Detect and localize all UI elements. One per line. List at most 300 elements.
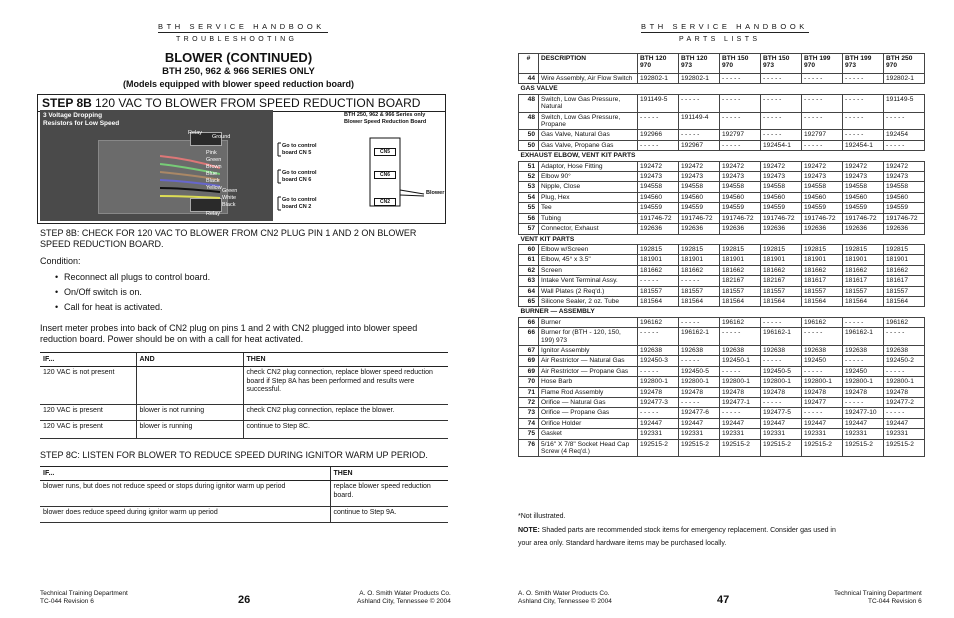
part-number-cell: 192477-2 xyxy=(884,398,925,408)
part-number-cell: 192638 xyxy=(720,345,761,355)
part-number-cell: 181557 xyxy=(638,286,679,296)
note-label: NOTE: xyxy=(518,527,540,534)
part-number-cell: 181662 xyxy=(761,265,802,275)
part-number-cell: - - - - - xyxy=(679,398,720,408)
part-number-cell: 181564 xyxy=(884,296,925,306)
go-to-cn5: Go to control board CN 5 xyxy=(282,143,317,156)
item-description: Nipple, Close xyxy=(539,182,638,192)
item-description: Tubing xyxy=(539,213,638,223)
part-number-cell: 194560 xyxy=(843,192,884,202)
part-number-cell: 181901 xyxy=(843,255,884,265)
part-number-cell: - - - - - xyxy=(884,112,925,130)
column-header: DESCRIPTION xyxy=(539,54,638,74)
part-number-cell: 192447 xyxy=(761,418,802,428)
table-row: 120 VAC is present blower is running continue to Step 8C. xyxy=(40,421,448,439)
part-number-cell: 192454-1 xyxy=(761,140,802,150)
part-number-cell: 192515-2 xyxy=(884,439,925,457)
item-description: Gasket xyxy=(539,429,638,439)
part-number-cell: 194559 xyxy=(843,203,884,213)
part-number-cell: 181662 xyxy=(679,265,720,275)
step-8c-instruction: STEP 8C: LISTEN FOR BLOWER TO REDUCE SPEED DURING IGNITOR WARM UP PERIOD. xyxy=(40,450,428,460)
part-number-cell: 192636 xyxy=(720,224,761,234)
part-number-cell: 191746-72 xyxy=(761,213,802,223)
part-number-cell: 192472 xyxy=(638,161,679,171)
part-number-cell: 192478 xyxy=(761,387,802,397)
part-number-cell: 181901 xyxy=(679,255,720,265)
part-number-cell: 192800-1 xyxy=(720,377,761,387)
cn5-connector: CN5 xyxy=(374,148,396,156)
item-number: 66 xyxy=(519,328,539,346)
part-number-cell: 192815 xyxy=(679,244,720,254)
table-row xyxy=(519,328,925,346)
header-rule xyxy=(641,32,809,33)
part-number-cell: 181564 xyxy=(720,296,761,306)
photo-caption: 3 Voltage Dropping Resistors for Low Speed xyxy=(43,112,120,127)
item-number: 74 xyxy=(519,418,539,428)
part-number-cell: 192636 xyxy=(843,224,884,234)
part-number-cell: 192638 xyxy=(761,345,802,355)
part-number-cell: 192477-10 xyxy=(843,408,884,418)
part-number-cell: 191746-72 xyxy=(884,213,925,223)
part-number-cell: 192473 xyxy=(884,172,925,182)
item-description: Orifice — Natural Gas xyxy=(539,398,638,408)
item-description: Silicone Sealer, 2 oz. Tube xyxy=(539,296,638,306)
footer-left: Technical Training Department TC-044 Revision 6 xyxy=(40,590,128,605)
item-number: 66 xyxy=(519,317,539,327)
item-number: 70 xyxy=(519,377,539,387)
item-description: Elbow 90° xyxy=(539,172,638,182)
part-number-cell: 192477-6 xyxy=(679,408,720,418)
table-row xyxy=(519,94,925,112)
table-row xyxy=(519,244,925,254)
part-number-cell: - - - - - xyxy=(638,408,679,418)
item-number: 48 xyxy=(519,112,539,130)
photo-label: Green xyxy=(222,188,238,194)
part-number-cell: 181662 xyxy=(802,265,843,275)
table-row xyxy=(519,112,925,130)
table-row xyxy=(519,356,925,366)
part-number-cell: - - - - - xyxy=(884,328,925,346)
part-number-cell: - - - - - xyxy=(884,408,925,418)
part-number-cell: - - - - - xyxy=(761,398,802,408)
part-number-cell: 192447 xyxy=(802,418,843,428)
part-number-cell: 192478 xyxy=(638,387,679,397)
part-number-cell: - - - - - xyxy=(761,130,802,140)
step-8b-instruction: STEP 8B: CHECK FOR 120 VAC TO BLOWER FROM CN2 PLUG PIN 1 AND 2 ON BLOWER SPEED REDUCTION BOARD. xyxy=(40,228,417,249)
table-row: blower does reduce speed during ignitor warm up period continue to Step 9A. xyxy=(40,507,448,523)
part-number-cell: 196162-1 xyxy=(761,328,802,346)
part-number-cell: - - - - - xyxy=(638,328,679,346)
table-row xyxy=(519,345,925,355)
page-title: BLOWER (CONTINUED) xyxy=(164,50,313,65)
part-number-cell: - - - - - xyxy=(802,408,843,418)
part-number-cell: 192331 xyxy=(802,429,843,439)
step-8c-table xyxy=(40,466,448,523)
photo-label: Relay xyxy=(188,130,203,136)
part-number-cell: 192454-1 xyxy=(843,140,884,150)
board-photo xyxy=(40,110,273,221)
part-number-cell: 181901 xyxy=(802,255,843,265)
part-number-cell: 192636 xyxy=(761,224,802,234)
diagram-note: BTH 250, 962 & 966 Series only Blower Speed Reduction Board xyxy=(344,112,427,125)
part-number-cell: 192478 xyxy=(720,387,761,397)
part-number-cell: - - - - - xyxy=(638,140,679,150)
part-number-cell: - - - - - xyxy=(720,74,761,84)
item-number: 54 xyxy=(519,192,539,202)
part-number-cell: 181662 xyxy=(884,265,925,275)
section-header-row xyxy=(519,84,925,94)
part-number-cell: 181557 xyxy=(843,286,884,296)
table-row xyxy=(519,317,925,327)
part-number-cell: 181564 xyxy=(679,296,720,306)
item-number: 56 xyxy=(519,213,539,223)
column-header: AND xyxy=(136,353,243,367)
table-row xyxy=(519,408,925,418)
part-number-cell: 181662 xyxy=(638,265,679,275)
part-number-cell: - - - - - xyxy=(761,356,802,366)
item-number: 53 xyxy=(519,182,539,192)
page-subheader: PARTS LISTS xyxy=(679,36,761,43)
part-number-cell: 192800-1 xyxy=(761,377,802,387)
item-number: 51 xyxy=(519,161,539,171)
part-number-cell: 194559 xyxy=(679,203,720,213)
part-number-cell: 192447 xyxy=(884,418,925,428)
page-subheader: TROUBLESHOOTING xyxy=(176,36,298,43)
footer-left: A. O. Smith Water Products Co. Ashland City, Tennessee © 2004 xyxy=(518,590,612,605)
part-number-cell: 192815 xyxy=(761,244,802,254)
part-number-cell: - - - - - xyxy=(802,328,843,346)
part-number-cell: - - - - - xyxy=(761,74,802,84)
section-header-row xyxy=(519,234,925,244)
photo-label: Black xyxy=(206,178,220,184)
part-number-cell: 192966 xyxy=(638,130,679,140)
part-number-cell: 192638 xyxy=(884,345,925,355)
part-number-cell: - - - - - xyxy=(843,94,884,112)
item-description: Burner xyxy=(539,317,638,327)
column-header: # xyxy=(519,54,539,74)
column-header: IF... xyxy=(40,353,136,367)
part-number-cell: - - - - - xyxy=(679,94,720,112)
part-number-cell: 192472 xyxy=(761,161,802,171)
part-number-cell: 192478 xyxy=(884,387,925,397)
table-row: blower runs, but does not reduce speed or stops during ignitor warm up period replace blower speed reduction board. xyxy=(40,481,448,507)
footer-right: A. O. Smith Water Products Co. Ashland City, Tennessee © 2004 xyxy=(357,590,451,605)
part-number-cell: 192967 xyxy=(679,140,720,150)
column-header: THEN xyxy=(330,467,448,481)
part-number-cell: 182167 xyxy=(761,276,802,286)
part-number-cell: 192800-1 xyxy=(843,377,884,387)
page-number: 47 xyxy=(717,594,730,606)
part-number-cell: 192638 xyxy=(843,345,884,355)
page-number: 26 xyxy=(238,594,251,606)
step-label: STEP 8B xyxy=(42,96,92,110)
part-number-cell: 194558 xyxy=(638,182,679,192)
list-item: • Reconnect all plugs to control board. xyxy=(55,272,210,282)
column-header: THEN xyxy=(243,353,448,367)
part-number-cell: 192515-2 xyxy=(802,439,843,457)
part-number-cell: 191149-5 xyxy=(638,94,679,112)
column-header: BTH 199 973 xyxy=(843,54,884,74)
part-number-cell: - - - - - xyxy=(679,276,720,286)
cn2-connector: CN2 xyxy=(374,198,396,206)
part-number-cell: 196162-1 xyxy=(679,328,720,346)
part-number-cell: 192331 xyxy=(679,429,720,439)
insert-instructions: Insert meter probes into back of CN2 plug on pins 1 and 2 with CN2 plugged into blower speed reduction board. Power should be on with a call for heat activated. xyxy=(40,323,418,344)
item-number: 52 xyxy=(519,172,539,182)
part-number-cell: - - - - - xyxy=(720,112,761,130)
step-8b-table xyxy=(40,352,448,439)
part-number-cell: - - - - - xyxy=(761,94,802,112)
part-number-cell: - - - - - xyxy=(638,112,679,130)
part-number-cell: 192478 xyxy=(679,387,720,397)
header-rule xyxy=(158,32,328,33)
part-number-cell: 192797 xyxy=(720,130,761,140)
part-number-cell: 192800-1 xyxy=(638,377,679,387)
stock-note-2: your area only. Standard hardware items may be purchased locally. xyxy=(518,540,727,547)
part-number-cell: - - - - - xyxy=(761,112,802,130)
section-title: EXHAUST ELBOW, VENT KIT PARTS xyxy=(519,151,925,161)
part-number-cell: 192472 xyxy=(843,161,884,171)
wiring-diagram xyxy=(274,110,444,221)
part-number-cell: 191746-72 xyxy=(802,213,843,223)
item-description: Orifice Holder xyxy=(539,418,638,428)
part-number-cell: - - - - - xyxy=(884,366,925,376)
part-number-cell: 194558 xyxy=(679,182,720,192)
photo-label: Yellow xyxy=(206,185,222,191)
item-description: Wire Assembly, Air Flow Switch xyxy=(539,74,638,84)
page-subtitle-2: (Models equipped with blower speed reduction board) xyxy=(122,79,354,89)
item-number: 50 xyxy=(519,140,539,150)
item-number: 62 xyxy=(519,265,539,275)
item-number: 65 xyxy=(519,296,539,306)
part-number-cell: 181617 xyxy=(884,276,925,286)
part-number-cell: - - - - - xyxy=(843,317,884,327)
part-number-cell: 196162 xyxy=(638,317,679,327)
part-number-cell: 192473 xyxy=(679,172,720,182)
item-number: 50 xyxy=(519,130,539,140)
part-number-cell: 192472 xyxy=(679,161,720,171)
part-number-cell: 194558 xyxy=(761,182,802,192)
parts-header-row xyxy=(519,54,925,74)
part-number-cell: 181564 xyxy=(843,296,884,306)
part-number-cell: - - - - - xyxy=(802,112,843,130)
part-number-cell: - - - - - xyxy=(802,140,843,150)
part-number-cell: 196162 xyxy=(884,317,925,327)
parts-table xyxy=(518,53,925,457)
part-number-cell: 181564 xyxy=(802,296,843,306)
go-to-cn2: Go to control board CN 2 xyxy=(282,197,317,210)
column-header: BTH 199 970 xyxy=(802,54,843,74)
part-number-cell: 192472 xyxy=(720,161,761,171)
part-number-cell: 192454 xyxy=(884,130,925,140)
item-number: 67 xyxy=(519,345,539,355)
part-number-cell: 191746-72 xyxy=(638,213,679,223)
part-number-cell: 181901 xyxy=(761,255,802,265)
item-description: Air Restrictor — Propane Gas xyxy=(539,366,638,376)
part-number-cell: - - - - - xyxy=(679,317,720,327)
part-number-cell: 192477 xyxy=(802,398,843,408)
part-number-cell: - - - - - xyxy=(802,366,843,376)
table-row xyxy=(519,192,925,202)
part-number-cell: 192450-2 xyxy=(884,356,925,366)
part-number-cell: 192515-2 xyxy=(843,439,884,457)
part-number-cell: 181557 xyxy=(720,286,761,296)
not-illustrated-note: *Not illustrated. xyxy=(518,513,566,520)
part-number-cell: 192447 xyxy=(843,418,884,428)
table-row xyxy=(519,265,925,275)
part-number-cell: 191746-72 xyxy=(843,213,884,223)
part-number-cell: 192450 xyxy=(802,356,843,366)
part-number-cell: 191149-5 xyxy=(884,94,925,112)
part-number-cell: 191149-4 xyxy=(679,112,720,130)
part-number-cell: 194560 xyxy=(679,192,720,202)
part-number-cell: 192478 xyxy=(802,387,843,397)
part-number-cell: 194560 xyxy=(761,192,802,202)
item-description: Adaptor, Hose Fitting xyxy=(539,161,638,171)
part-number-cell: 192638 xyxy=(638,345,679,355)
part-number-cell: - - - - - xyxy=(884,140,925,150)
photo-label: Pink xyxy=(206,150,217,156)
table-row xyxy=(519,366,925,376)
part-number-cell: 192477-5 xyxy=(761,408,802,418)
item-description: Flame Rod Assembly xyxy=(539,387,638,397)
column-header: IF... xyxy=(40,467,330,481)
part-number-cell: - - - - - xyxy=(720,328,761,346)
column-header: BTH 150 970 xyxy=(720,54,761,74)
part-number-cell: 181557 xyxy=(802,286,843,296)
part-number-cell: 194560 xyxy=(802,192,843,202)
part-number-cell: 181557 xyxy=(884,286,925,296)
item-number: 63 xyxy=(519,276,539,286)
item-number: 57 xyxy=(519,224,539,234)
part-number-cell: - - - - - xyxy=(843,398,884,408)
part-number-cell: 194558 xyxy=(720,182,761,192)
condition-list xyxy=(55,272,210,312)
page-subtitle: BTH 250, 962 & 966 SERIES ONLY xyxy=(162,66,315,77)
footer-right: Technical Training Department TC-044 Revision 6 xyxy=(834,590,922,605)
table-row xyxy=(519,182,925,192)
part-number-cell: 192815 xyxy=(638,244,679,254)
part-number-cell: 192636 xyxy=(802,224,843,234)
item-number: 75 xyxy=(519,429,539,439)
item-description: Switch, Low Gas Pressure, Natural xyxy=(539,94,638,112)
table-row xyxy=(519,74,925,84)
part-number-cell: - - - - - xyxy=(843,356,884,366)
note-text: Shaded parts are recommended stock items for emergency replacement. Consider gas used in xyxy=(539,527,836,534)
item-number: 73 xyxy=(519,408,539,418)
part-number-cell: 181564 xyxy=(638,296,679,306)
part-number-cell: 192797 xyxy=(802,130,843,140)
part-number-cell: 192450-1 xyxy=(720,356,761,366)
part-number-cell: - - - - - xyxy=(720,408,761,418)
table-row xyxy=(519,387,925,397)
part-number-cell: 192802-1 xyxy=(679,74,720,84)
part-number-cell: 194558 xyxy=(884,182,925,192)
part-number-cell: 192800-1 xyxy=(802,377,843,387)
part-number-cell: 192331 xyxy=(720,429,761,439)
part-number-cell: - - - - - xyxy=(679,130,720,140)
table-row xyxy=(519,130,925,140)
item-description: Elbow, 45° x 3.5" xyxy=(539,255,638,265)
item-number: 55 xyxy=(519,203,539,213)
list-item: • On/Off switch is on. xyxy=(55,287,210,297)
table-row xyxy=(519,439,925,457)
item-description: Gas Valve, Propane Gas xyxy=(539,140,638,150)
photo-label: Ground xyxy=(212,134,231,140)
part-number-cell: 192450-5 xyxy=(761,366,802,376)
part-number-cell: 192815 xyxy=(720,244,761,254)
part-number-cell: 192331 xyxy=(638,429,679,439)
table-row xyxy=(519,203,925,213)
part-number-cell: 192477-1 xyxy=(720,398,761,408)
part-number-cell: 192447 xyxy=(679,418,720,428)
table-row xyxy=(519,429,925,439)
item-number: 69 xyxy=(519,366,539,376)
part-number-cell: 192447 xyxy=(638,418,679,428)
part-number-cell: 194559 xyxy=(884,203,925,213)
part-number-cell: 196162-1 xyxy=(843,328,884,346)
column-header: BTH 150 973 xyxy=(761,54,802,74)
part-number-cell: 191746-72 xyxy=(679,213,720,223)
table-row xyxy=(519,161,925,171)
part-number-cell: 192636 xyxy=(638,224,679,234)
section-title: VENT KIT PARTS xyxy=(519,234,925,244)
table-row: 120 VAC is present blower is not running check CN2 plug connection, replace the blower. xyxy=(40,405,448,421)
part-number-cell: 192800-1 xyxy=(679,377,720,387)
part-number-cell: - - - - - xyxy=(843,112,884,130)
part-number-cell: - - - - - xyxy=(843,74,884,84)
part-number-cell: - - - - - xyxy=(638,366,679,376)
condition-label: Condition: xyxy=(40,256,81,266)
section-header-row xyxy=(519,151,925,161)
section-title: GAS VALVE xyxy=(519,84,925,94)
photo-label: White xyxy=(222,195,237,201)
item-description: Screen xyxy=(539,265,638,275)
item-description: Wall Plates (2 Req'd.) xyxy=(539,286,638,296)
part-number-cell: 192802-1 xyxy=(884,74,925,84)
part-number-cell: 181901 xyxy=(884,255,925,265)
part-number-cell: 192331 xyxy=(843,429,884,439)
part-number-cell: 192815 xyxy=(884,244,925,254)
part-number-cell: 191746-72 xyxy=(720,213,761,223)
part-number-cell: 194559 xyxy=(802,203,843,213)
item-number: 60 xyxy=(519,244,539,254)
stock-note xyxy=(518,525,836,536)
page-header: BTH SERVICE HANDBOOK xyxy=(641,22,808,31)
table-row xyxy=(519,377,925,387)
go-to-cn6: Go to control board CN 6 xyxy=(282,170,317,183)
column-header: BTH 120 970 xyxy=(638,54,679,74)
part-number-cell: 192515-2 xyxy=(761,439,802,457)
part-number-cell: 192472 xyxy=(884,161,925,171)
table-row xyxy=(519,224,925,234)
item-description: Elbow w/Screen xyxy=(539,244,638,254)
part-number-cell: 192478 xyxy=(843,387,884,397)
part-number-cell: - - - - - xyxy=(720,366,761,376)
part-number-cell: - - - - - xyxy=(720,140,761,150)
column-header: BTH 250 970 xyxy=(884,54,925,74)
part-number-cell: 192638 xyxy=(802,345,843,355)
part-number-cell: 192473 xyxy=(720,172,761,182)
part-number-cell: 194558 xyxy=(843,182,884,192)
table-row xyxy=(519,296,925,306)
part-number-cell: - - - - - xyxy=(802,74,843,84)
table-row xyxy=(519,172,925,182)
item-description: Plug, Hex xyxy=(539,192,638,202)
part-number-cell: 196162 xyxy=(802,317,843,327)
part-number-cell: - - - - - xyxy=(843,130,884,140)
item-description: Tee xyxy=(539,203,638,213)
